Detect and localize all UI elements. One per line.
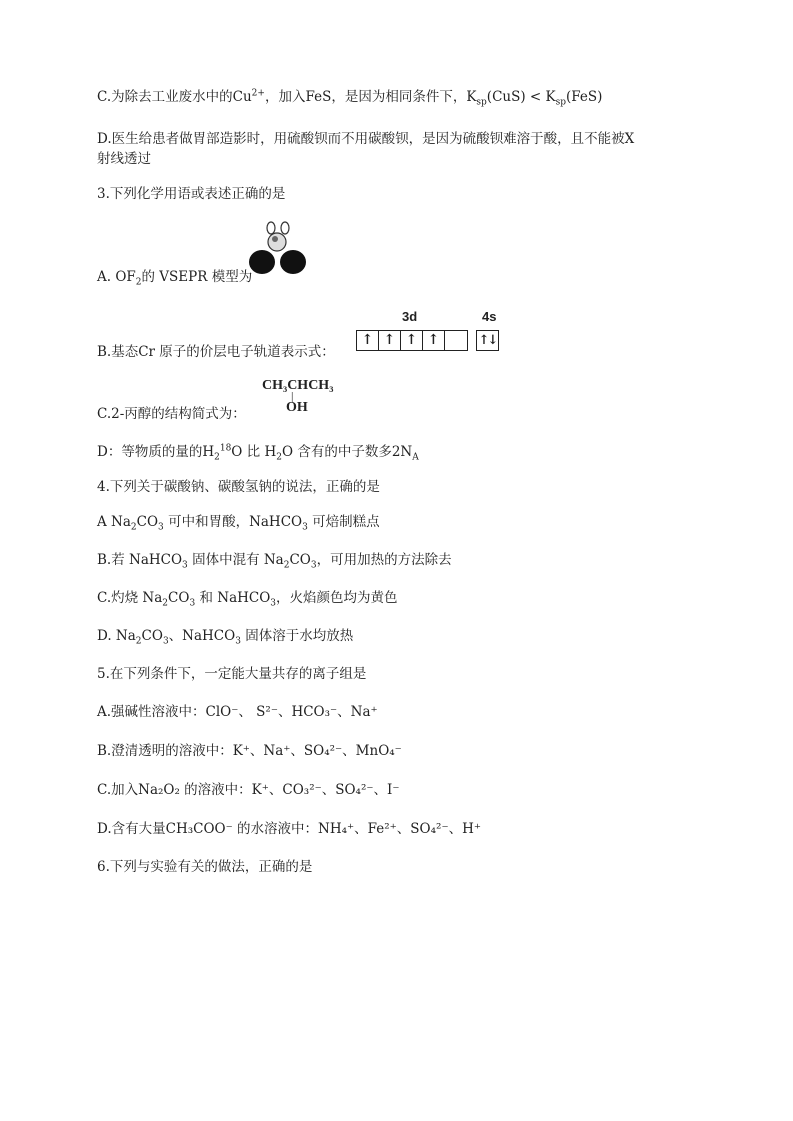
option-4a: A $Na_2CO_3$ 可中和胃酸，NaHCO$_3$ 可焙制糕点: [97, 514, 380, 533]
option-3d: D：等物质的量的$H_2^{18}O$ 比 $H_2O$ 含有的中子数多$2N_A$: [97, 443, 419, 463]
option-5c: C.加入Na₂O₂ 的溶液中：K⁺、CO₃²⁻、SO₄²⁻、I⁻: [97, 782, 400, 798]
orbital-3d-cell-2: ↑: [379, 331, 401, 350]
question-6-title: 6.下列与实验有关的做法，正确的是: [97, 859, 313, 875]
formula-bond: |: [291, 389, 294, 403]
question-5-title: 5.在下列条件下，一定能大量共存的离子组是: [97, 666, 367, 682]
option-4d: D. $Na_2CO_3$、NaHCO$_3$ 固体溶于水均放热: [97, 628, 354, 647]
question-4-title: 4.下列关于碳酸钠、碳酸氢钠的说法，正确的是: [97, 479, 380, 495]
option-5b: B.澄清透明的溶液中：K⁺、Na⁺、SO₄²⁻、MnO₄⁻: [97, 743, 402, 759]
orbital-3d-cell-3: ↑: [401, 331, 423, 350]
option-3b: B.基态Cr 原子的价层电子轨道表示式：: [97, 344, 335, 360]
option-4b: B.若 NaHCO$_3$ 固体中混有 $Na_2CO_3$，可用加热的方法除去: [97, 552, 452, 571]
formula-bottom: OH: [286, 400, 308, 415]
orbital-3d-box: [356, 330, 468, 351]
option-4c: C.灼烧 $Na_2CO_3$ 和 NaHCO$_3$，火焰颜色均为黄色: [97, 590, 398, 609]
option-5a: A.强碱性溶液中：ClO⁻、 S²⁻、HCO₃⁻、Na⁺: [97, 704, 378, 720]
option-d-line1: D.医生给患者做胃部造影时，用硫酸钡而不用碳酸钡，是因为硫酸钡难溶于酸，且不能被X: [97, 131, 635, 147]
orbital-3d-cell-5: [445, 331, 467, 350]
option-c-kbp: C.为除去工业废水中的$Cu^{2+}$，加入FeS，是因为相同条件下，$K_{sp}(CuS) < K_{sp}(FeS)$: [97, 88, 603, 108]
option-5d: D.含有大量CH₃COO⁻ 的水溶液中：NH₄⁺、Fe²⁺、SO₄²⁻、H⁺: [97, 821, 481, 837]
label-4s: 4s: [482, 309, 497, 324]
question-3-title: 3.下列化学用语或表述正确的是: [97, 186, 286, 202]
orbital-3d-cell-1: ↑: [357, 331, 379, 350]
option-3c: C.2-丙醇的结构简式为：: [97, 406, 246, 422]
orbital-3d-cell-4: ↑: [423, 331, 445, 350]
option-d-line2: 射线透过: [97, 151, 151, 167]
orbital-4s-box: ↑↓: [476, 330, 499, 351]
formula-top: CH₃CHCH₃: [262, 378, 334, 393]
option-3a: A. $OF_2$的 VSEPR 模型为: [97, 269, 253, 288]
label-3d: 3d: [402, 309, 418, 324]
vsepr-model-image: [248, 220, 308, 278]
